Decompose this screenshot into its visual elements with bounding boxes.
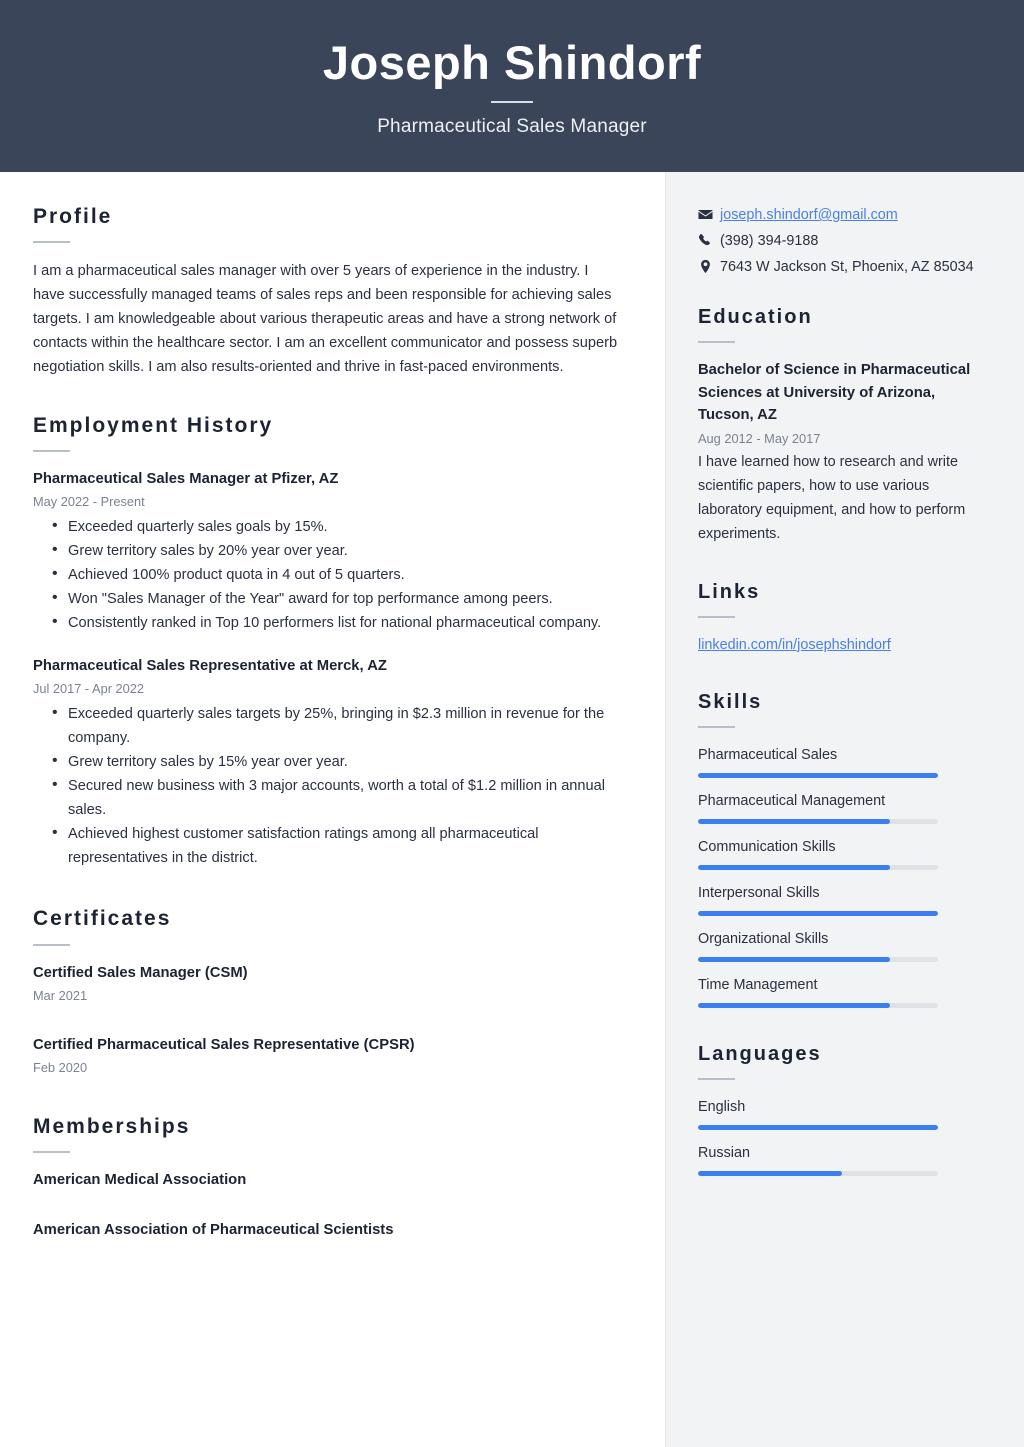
job-title: Pharmaceutical Sales Manager at Pfizer, AZ [33, 471, 339, 488]
section-heading-memberships: Memberships [33, 1114, 191, 1138]
membership-title: American Medical Association [33, 1171, 247, 1188]
spacer [33, 1012, 621, 1034]
certificate-title: Certified Pharmaceutical Sales Representative (CPSR) [33, 1036, 415, 1053]
resume-header [0, 0, 1024, 172]
contact-email-row [698, 204, 984, 227]
section-heading-profile: Profile [33, 205, 113, 228]
language-bar-fill [698, 1171, 842, 1176]
main-column [0, 172, 665, 1447]
certificate-item [33, 1034, 621, 1078]
section-profile [33, 204, 621, 379]
employment-item [33, 655, 621, 870]
spacer [33, 1084, 621, 1114]
skill-bar-fill [698, 773, 938, 778]
membership-title: American Association of Pharmaceutical Scientists [33, 1221, 394, 1238]
skill-item [698, 882, 984, 916]
contact-phone-row [698, 230, 984, 253]
language-bar-fill [698, 1125, 938, 1130]
certificate-item [33, 962, 621, 1006]
certificate-date: Feb 2020 [33, 1059, 88, 1075]
section-education [698, 305, 984, 546]
section-heading-employment: Employment History [33, 414, 274, 438]
phone-value: (398) 394-9188 [720, 233, 819, 249]
section-skills [698, 690, 984, 1008]
spacer [698, 550, 984, 580]
skill-label: Pharmaceutical Management [698, 792, 886, 809]
job-date: Jul 2017 - Apr 2022 [33, 681, 144, 697]
section-memberships [33, 1114, 621, 1241]
skill-bar-track [698, 865, 938, 870]
skill-label: Interpersonal Skills [698, 884, 820, 901]
address-value: 7643 W Jackson St, Phoenix, AZ 85034 [720, 259, 974, 275]
section-rule [33, 450, 70, 452]
section-rule [698, 726, 735, 728]
skill-label: Communication Skills [698, 838, 836, 855]
map-pin-icon [698, 256, 720, 274]
skill-bar-track [698, 911, 938, 916]
section-rule [698, 341, 735, 343]
job-date: May 2022 - Present [33, 494, 145, 510]
contact-details [698, 204, 984, 279]
skill-label: Organizational Skills [698, 930, 829, 947]
job-bullets [33, 702, 621, 870]
list-item: • Exceeded quarterly sales targets by 25%, bringing in $2.3 million in revenue for the company. [33, 702, 621, 750]
skill-bar-fill [698, 911, 938, 916]
list-item: • Consistently ranked in Top 10 performers list for national pharmaceutical company. [33, 611, 621, 635]
skill-bar-fill [698, 819, 890, 824]
section-heading-skills: Skills [698, 690, 763, 713]
skill-item [698, 836, 984, 870]
skill-item [698, 744, 984, 778]
list-item: • Achieved highest customer satisfaction ratings among all pharmaceutical representatives in the district. [33, 822, 621, 870]
spacer [698, 1020, 984, 1042]
list-item: • Exceeded quarterly sales goals by 15%. [33, 515, 621, 539]
skill-bar-track [698, 957, 938, 962]
section-heading-links: Links [698, 580, 761, 603]
skill-bar-fill [698, 865, 890, 870]
skill-bar-fill [698, 1003, 890, 1008]
resume-body [0, 172, 1024, 1447]
language-item [698, 1142, 984, 1176]
education-degree: Bachelor of Science in Pharmaceutical Sciences at University of Arizona, Tucson, AZ [698, 362, 971, 423]
envelope-icon [698, 204, 720, 222]
section-heading-education: Education [698, 306, 813, 328]
spacer [33, 641, 621, 655]
page-title: Joseph Shindorf [322, 35, 702, 89]
membership-item [33, 1169, 621, 1191]
skill-item [698, 974, 984, 1008]
section-rule [33, 1151, 70, 1153]
language-label: Russian [698, 1144, 750, 1161]
phone-icon [698, 230, 720, 248]
skill-label: Pharmaceutical Sales [698, 746, 838, 763]
spacer [33, 1197, 621, 1219]
skill-bar-track [698, 819, 938, 824]
list-item: • Achieved 100% product quota in 4 out of 5 quarters. [33, 563, 621, 587]
spacer [33, 876, 621, 906]
section-employment-history [33, 413, 621, 870]
header-divider [491, 101, 533, 103]
membership-item [33, 1219, 621, 1241]
section-rule [698, 616, 735, 618]
job-bullets [33, 515, 621, 635]
certificate-title: Certified Sales Manager (CSM) [33, 964, 248, 981]
list-item: • Won "Sales Manager of the Year" award for top performance among peers. [33, 587, 621, 611]
list-item: • Grew territory sales by 20% year over year. [33, 539, 621, 563]
education-date: Aug 2012 - May 2017 [698, 430, 821, 446]
certificate-date: Mar 2021 [33, 987, 88, 1003]
email-link[interactable]: joseph.shindorf@gmail.com [720, 207, 898, 223]
section-rule [33, 241, 70, 243]
list-item: • Secured new business with 3 major accounts, worth a total of $1.2 million in annual sales. [33, 774, 621, 822]
spacer [698, 660, 984, 690]
employment-item [33, 468, 621, 635]
section-languages [698, 1042, 984, 1176]
linkedin-link[interactable]: linkedin.com/in/josephshindorf [698, 636, 891, 653]
language-bar-track [698, 1125, 938, 1130]
profile-text: I am a pharmaceutical sales manager with over 5 years of experience in the industry. I have successfully managed teams of sales reps and been responsible for achieving sales targets. I am knowledgeable about various therapeutic areas and have a strong network of contacts within the healthcare sector. I am an excellent communicator and possess superb negotiation skills. I am also results-oriented and thrive in fast-paced environments. [33, 263, 618, 376]
contact-address-row [698, 256, 984, 279]
sidebar-column [665, 172, 1024, 1447]
language-item [698, 1096, 984, 1130]
header-job-title: Pharmaceutical Sales Manager [377, 116, 647, 138]
skill-bar-track [698, 773, 938, 778]
section-rule [698, 1078, 735, 1080]
skill-label: Time Management [698, 976, 818, 993]
section-links [698, 580, 984, 656]
language-bar-track [698, 1171, 938, 1176]
skill-bar-fill [698, 957, 890, 962]
education-description: I have learned how to research and write scientific papers, how to use various laboratory equipment, and how to perform experiments. [698, 453, 966, 542]
skill-item [698, 790, 984, 824]
section-heading-languages: Languages [698, 1042, 822, 1065]
education-item [698, 359, 984, 546]
list-item: • Grew territory sales by 15% year over year. [33, 750, 621, 774]
section-rule [33, 944, 70, 946]
skill-item [698, 928, 984, 962]
skill-bar-track [698, 1003, 938, 1008]
section-certificates [33, 906, 621, 1077]
language-label: English [698, 1098, 746, 1115]
spacer [33, 383, 621, 413]
section-heading-certificates: Certificates [33, 907, 172, 931]
job-title: Pharmaceutical Sales Representative at Merck, AZ [33, 658, 387, 675]
